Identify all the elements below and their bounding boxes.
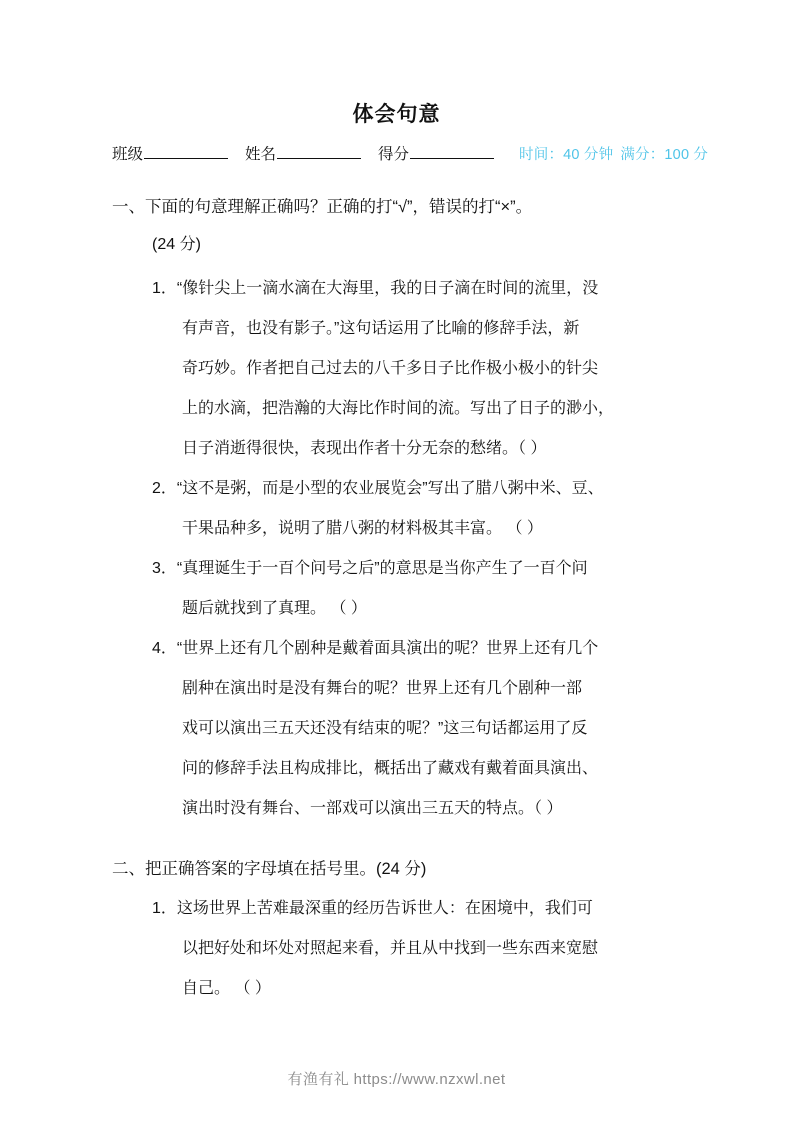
question-line: 上的水滴，把浩瀚的大海比作时间的流。写出了日子的渺小， [182, 400, 615, 417]
question-1-2 [152, 469, 684, 549]
question-number: 1． [152, 900, 177, 917]
name-blank[interactable] [277, 143, 361, 159]
question-line: 戏可以演出三五天还没有结束的呢？”这三句话都运用了反 [182, 720, 588, 737]
question-text: “世界上还有几个剧种是戴着面具演出的呢？世界上还有几个 [176, 640, 599, 657]
score-field[interactable] [378, 142, 494, 164]
time-limit-text: 时间：40 分钟 [519, 147, 614, 163]
question-line: 有声音，也没有影子。”这句话运用了比喻的修辞手法，新 [182, 320, 580, 337]
name-field[interactable] [245, 142, 361, 164]
page-title: 体会句意 [352, 103, 441, 126]
class-field[interactable] [112, 142, 228, 164]
student-info-line [112, 142, 709, 166]
exam-meta [519, 143, 708, 164]
total-score-text: 满分：100 分 [620, 147, 709, 163]
question-text: “真理诞生于一百个问号之后”的意思是当你产生了一百个问 [176, 560, 588, 577]
question-number: 4． [152, 640, 177, 657]
question-line: 日子消逝得很快，表现出作者十分无奈的愁绪。（ ） [182, 440, 547, 457]
question-text: “这不是粥，而是小型的农业展览会”写出了腊八粥中米、豆、 [176, 480, 604, 497]
question-1-4 [152, 629, 684, 829]
section-1-points-text: (24 分) [152, 236, 201, 253]
question-line: 以把好处和坏处对照起来看，并且从中找到一些东西来宽慰 [182, 940, 599, 957]
question-line: 自己。 （ ） [182, 980, 271, 997]
question-line: 题后就找到了真理。 （ ） [182, 600, 367, 617]
question-line [152, 889, 684, 929]
question-line: 干果品种多，说明了腊八粥的材料极其丰富。 （ ） [182, 520, 543, 537]
question-1-1 [152, 269, 684, 469]
class-label: 班级 [112, 146, 144, 163]
question-2-1 [152, 889, 684, 1009]
section-1-heading-text: 一、下面的句意理解正确吗？正确的打“√”，错误的打“×”。 [112, 198, 533, 216]
score-label: 得分 [378, 146, 410, 163]
question-line [152, 469, 684, 509]
question-line: 剧种在演出时是没有舞台的呢？世界上还有几个剧种一部 [182, 680, 583, 697]
question-line: 演出时没有舞台、一部戏可以演出三五天的特点。（ ） [182, 800, 563, 817]
section-1-points [112, 231, 684, 259]
question-line: 问的修辞手法且构成排比，概括出了藏戏有戴着面具演出、 [182, 760, 599, 777]
footer-watermark: 有渔有礼 https://www.nzxwl.net [287, 1071, 506, 1088]
section-1-heading [112, 193, 684, 221]
question-1-3 [152, 549, 684, 629]
question-line: 奇巧妙。作者把自己过去的八千多日子比作极小极小的针尖 [182, 360, 599, 377]
question-number: 3． [152, 560, 177, 577]
question-line [152, 549, 684, 589]
question-line [152, 629, 684, 669]
section-2-heading [112, 855, 684, 883]
section-2-heading-text: 二、把正确答案的字母填在括号里。(24 分) [112, 860, 427, 878]
question-text: “像针尖上一滴水滴在大海里，我的日子滴在时间的流里，没 [176, 280, 599, 297]
name-label: 姓名 [245, 146, 277, 163]
question-number: 2． [152, 480, 177, 497]
question-text: 这场世界上苦难最深重的经历告诉世人：在困境中，我们可 [176, 900, 593, 917]
score-blank[interactable] [410, 143, 494, 159]
question-number: 1． [152, 280, 177, 297]
question-line [152, 269, 684, 309]
class-blank[interactable] [144, 143, 228, 159]
